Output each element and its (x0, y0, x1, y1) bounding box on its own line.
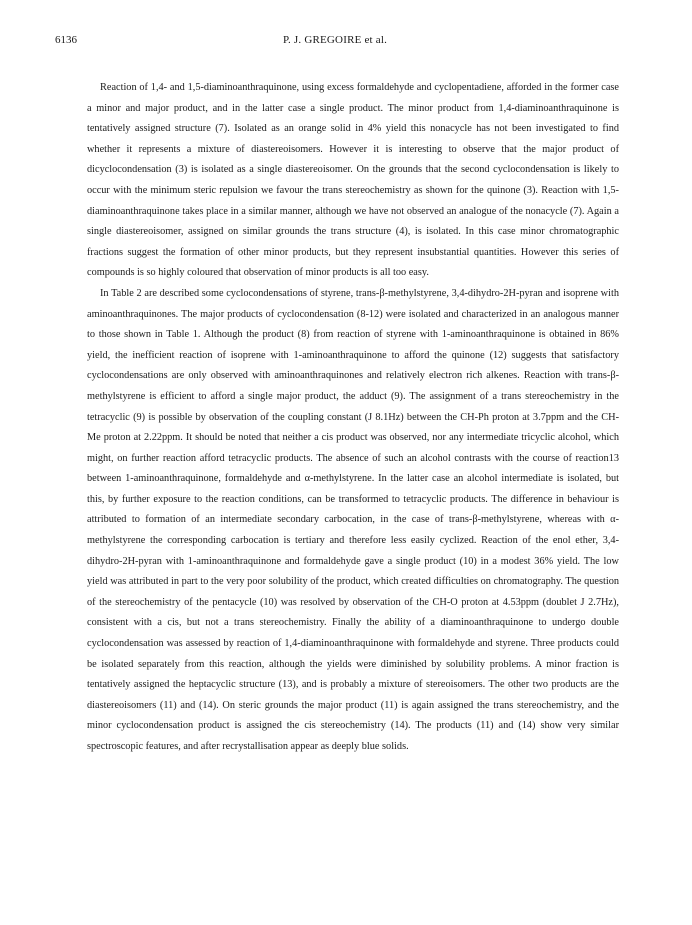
running-head: P. J. GREGOIRE et al. (282, 34, 388, 46)
article-body (87, 78, 619, 758)
page-header (55, 34, 615, 50)
paragraph: In Table 2 are described some cyclocondensations of styrene, trans-β-methylstyrene, 3,4-dihydro-2H-pyran and isoprene with aminoanthraquinones. The major products of cyclocondensation (8-12) were isolated and characterized in an analogous manner to those shown in Table 1. Although the product (8) from reaction of styrene with 1-aminoanthraquinone is obtained in 86% yield, the inefficient reaction of isoprene with 1-aminoanthraquinone to afford the quinone (12) suggests that satisfactory cyclocondensations are only observed with aminoanthraquinones and relatively electron rich alkenes. Reaction with trans-β-methylstyrene is efficient to afford a single major product, the adduct (9). The assignment of a trans stereochemistry in the tetracyclic (9) is possible by observation of the coupling constant (J 8.1Hz) between the CH-Ph proton at 3.7ppm and the CH-Me proton at 2.22ppm. It should be noted that neither a cis product was observed, nor any intermediate tricyclic alcohol, which might, on further reaction afford tetracyclic products. The absence of such an alcohol contrasts with the course of reaction13 between 1-aminoanthraquinone, formaldehyde and α-methylstyrene. In the latter case an alcohol intermediate is isolated, but this, by further exposure to the reaction conditions, can be transformed to tetracyclic products. The difference in behaviour is attributed to formation of an intermediate secondary carbocation, in the case of trans-β-methylstyrene, whereas with α-methylstyrene the corresponding carbocation is tertiary and therefore less easily cyclized. Reaction of the enol ether, 3,4-dihydro-2H-pyran with 1-aminoanthraquinone and formaldehyde gave a single product (10) in a modest 36% yield. The low yield was attributed in part to the very poor solubility of the product, which created difficulties on chromatography. The question of the stereochemistry of the pentacycle (10) was resolved by observation of the CH-O proton at 4.53ppm (doublet J 2.7Hz), consistent with a cis, but not a trans stereochemistry. Finally the ability of a diaminoanthraquinone to undergo double cyclocondensation was assessed by reaction of 1,4-diaminoanthraquinone with formaldehyde and styrene. Three products could be isolated separately from this reaction, although the yields were diminished by solubility problems. A minor fraction is tentatively assigned the heptacyclic structure (13), and is probably a mixture of stereoisomers. The other two products are the diastereoisomers (11) and (14). On steric grounds the major product (11) is again assigned the trans stereochemistry, and the minor cyclocondensation product is assigned the cis stereochemistry (14). The products (11) and (14) show very similar spectroscopic features, and after recrystallisation appear as deeply blue solids. (87, 287, 619, 752)
page-number: 6136 (55, 34, 77, 46)
paragraph: Reaction of 1,4- and 1,5-diaminoanthraquinone, using excess formaldehyde and cyclopentadiene, afforded in the former case a minor and major product, and in the latter case a single product. The minor product from 1,4-diaminoanthraquinone is tentatively assigned structure (7). Isolated as an orange solid in 4% yield this nonacycle has not been investigated to find whether it represents a mixture of diastereoisomers. However it is interesting to observe that the major product of dicyclocondensation (3) is isolated as a single diastereoisomer. On the grounds that the second cyclocondensation is likely to occur with the minimum steric repulsion we favour the trans stereochemistry as shown for the quinone (3). Reaction with 1,5-diaminoanthraquinone takes place in a similar manner, although we have not observed an analogue of the nonacycle (7). Again a single diastereoisomer, assigned on similar grounds the trans structure (4), is isolated. In this case minor chromatographic fractions suggest the formation of other minor products, but they represent insubstantial quantities. However this series of compounds is so highly coloured that observation of minor products is all too easy. (87, 82, 619, 279)
